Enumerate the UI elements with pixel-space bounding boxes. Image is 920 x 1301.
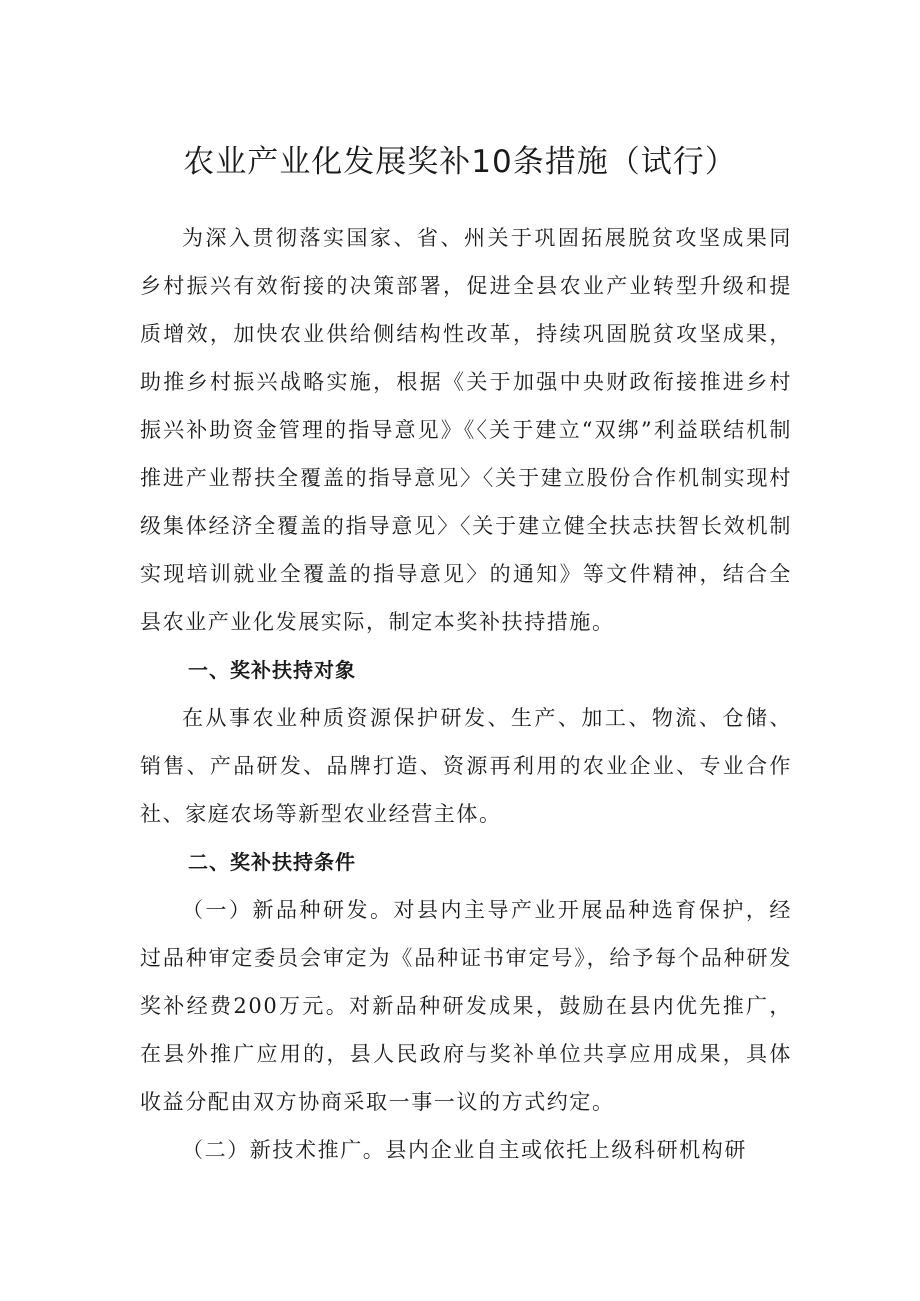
document-body <box>140 214 792 1174</box>
section-paragraph-targets: 在从事农业种质资源保护研发、生产、加工、物流、仓储、销售、产品研发、品牌打造、资源再利用的农业企业、专业合作社、家庭农场等新型农业经营主体。 <box>140 706 792 826</box>
document-title: 农业产业化发展奖补10条措施（试行） <box>183 144 737 180</box>
intro-paragraph: 为深入贯彻落实国家、省、州关于巩固拓展脱贫攻坚成果同乡村振兴有效衔接的决策部署，促进全县农业产业转型升级和提质增效，加快农业供给侧结构性改革，持续巩固脱贫攻坚成果，助推乡村振兴战略实施，根据《关于加强中央财政衔接推进乡村振兴补助资金管理的指导意见》《〈关于建立“双绑”利益联结机制推进产业帮扶全覆盖的指导意见〉〈关于建立股份合作机制实现村级集体经济全覆盖的指导意见〉〈关于建立健全扶志扶智长效机制实现培训就业全覆盖的指导意见〉的通知》等文件精神，结合全县农业产业化发展实际，制定本奖补扶持措施。 <box>140 226 792 634</box>
section-heading-conditions: 二、奖补扶持条件 <box>188 850 356 874</box>
item-new-variety: （一）新品种研发。对县内主导产业开展品种选育保护，经过品种审定委员会审定为《品种证书审定号》，给予每个品种研发奖补经费200万元。对新品种研发成果，鼓励在县内优先推广，在县外推广应用的，县人民政府与奖补单位共享应用成果，具体收益分配由双方协商采取一事一议的方式约定。 <box>140 898 792 1114</box>
section-heading-targets: 一、奖补扶持对象 <box>188 658 356 682</box>
item-new-technology: （二）新技术推广。县内企业自主或依托上级科研机构研 <box>182 1138 747 1162</box>
